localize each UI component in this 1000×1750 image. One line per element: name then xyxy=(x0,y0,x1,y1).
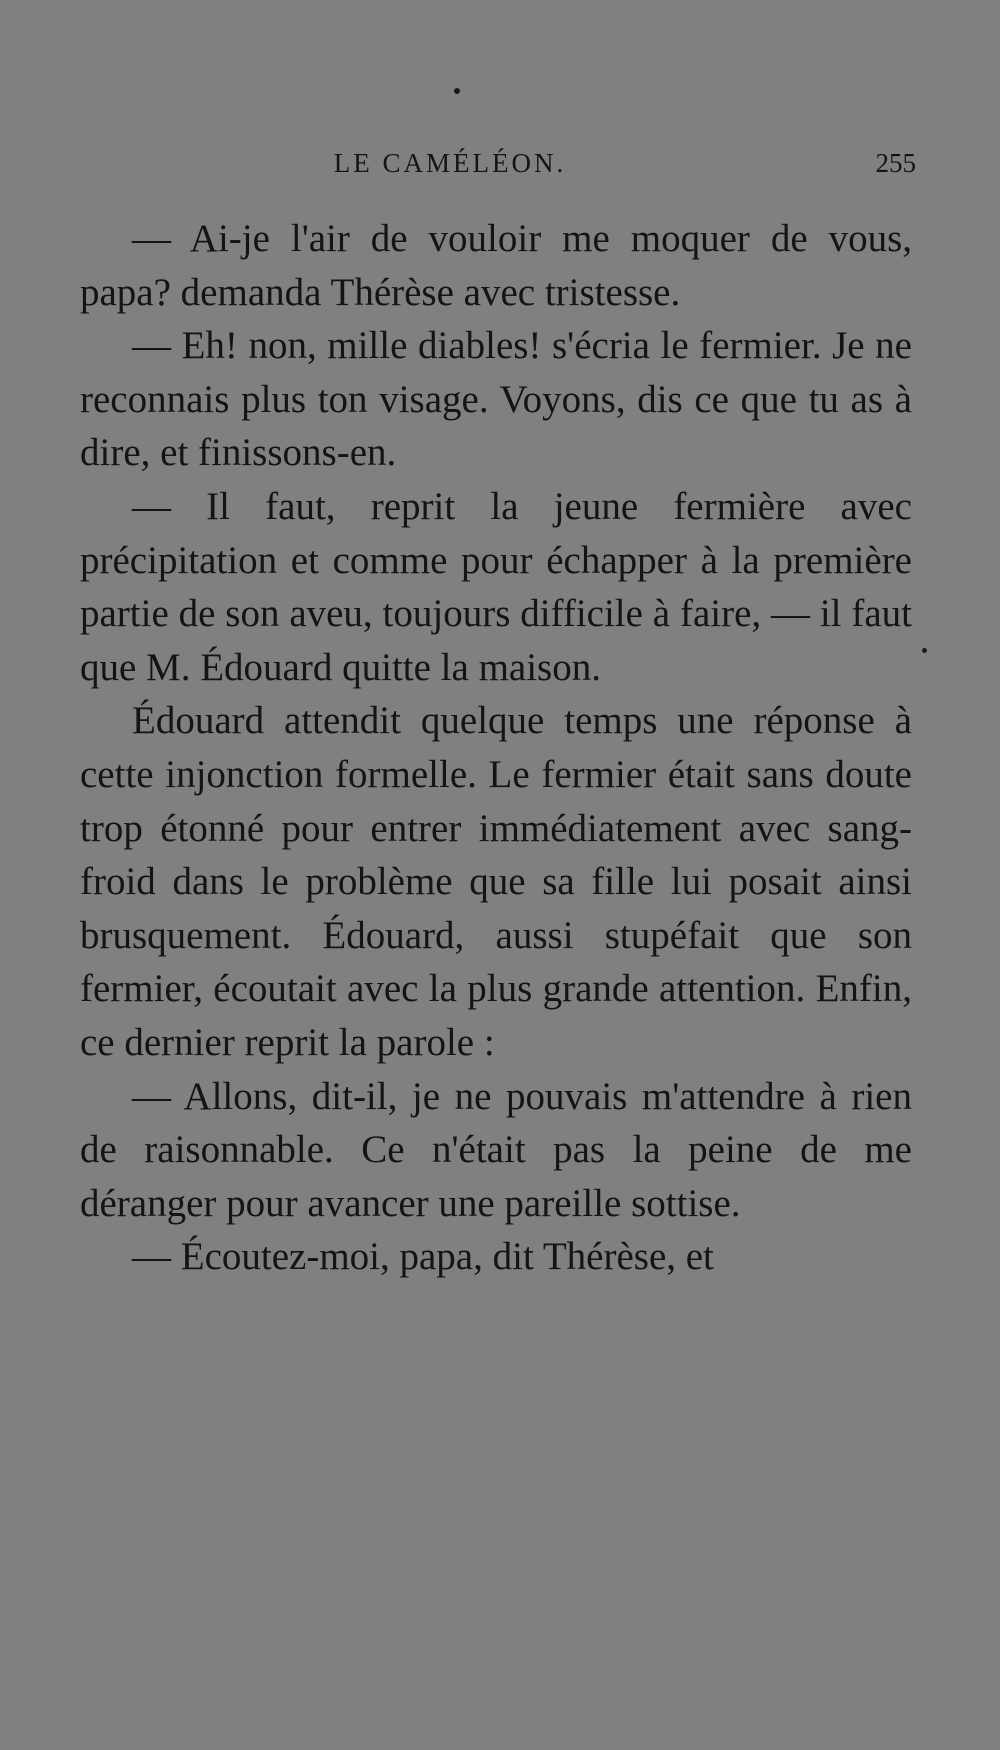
paragraph: — Ai-je l'air de vouloir me moquer de vous, papa? demanda Thérèse avec tristesse. xyxy=(80,217,912,314)
body-text xyxy=(80,212,912,1284)
paragraph: — Il faut, reprit la jeune fermière avec précipitation et comme pour échapper à la première partie de son aveu, toujours difficile à faire, — il faut que M. Édouard quitte la maison. xyxy=(80,484,912,689)
running-head xyxy=(80,148,920,188)
paragraph: — Écoutez-moi, papa, dit Thérèse, et xyxy=(132,1235,714,1279)
ink-speck xyxy=(922,648,927,653)
paragraph: — Allons, dit-il, je ne pouvais m'attendre à rien de raisonnable. Ce n'était pas la peine de me déranger pour avancer une pareille sottise. xyxy=(80,1074,912,1225)
paragraph: Édouard attendit quelque temps une réponse à cette injonction formelle. Le fermier était sans doute trop étonné pour entrer immédiatement avec sang-froid dans le problème que sa fille lui posait ainsi brusquement. Édouard, aussi stupéfait que son fermier, écoutait avec la plus grande attention. Enfin, ce dernier reprit la parole : xyxy=(80,699,912,1064)
running-title: LE CAMÉLÉON. xyxy=(333,148,567,178)
paragraph: — Eh! non, mille diables! s'écria le fermier. Je ne reconnais plus ton visage. Voyons, dis ce que tu as à dire, et finissons-en. xyxy=(80,324,912,475)
page-number: 255 xyxy=(875,148,916,178)
ink-speck xyxy=(454,88,460,94)
